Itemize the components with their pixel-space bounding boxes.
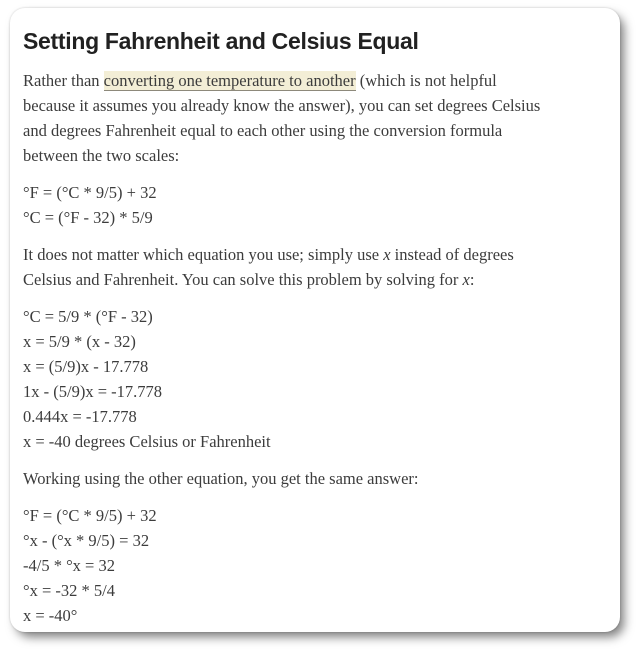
equation-line: °C = 5/9 * (°F - 32) [23, 307, 153, 326]
intro-paragraph [23, 68, 606, 168]
equation-line: x = -40 degrees Celsius or Fahrenheit [23, 432, 271, 451]
equation-line: 0.444x = -17.778 [23, 407, 137, 426]
equation-line: x = 5/9 * (x - 32) [23, 332, 136, 351]
equation-line: 1x - (5/9)x = -17.778 [23, 382, 162, 401]
equation-line: x = -40° [23, 606, 78, 625]
paragraph-line: Working using the other equation, you get the same answer: [23, 469, 419, 488]
paragraph-line [23, 267, 606, 292]
temperature-conversion-link[interactable]: converting one temperature to another [103, 71, 356, 90]
conversion-formulas [23, 180, 606, 230]
text-segment: (which is not helpful [355, 71, 497, 90]
text-segment: It does not matter which equation you use; simply use [23, 245, 384, 264]
equation-line: °F = (°C * 9/5) + 32 [23, 183, 157, 202]
paragraph-line: between the two scales: [23, 146, 180, 165]
variable-x: x [462, 270, 470, 289]
solve-paragraph [23, 242, 606, 292]
text-segment: instead of degrees [390, 245, 514, 264]
equation-line: °C = (°F - 32) * 5/9 [23, 208, 153, 227]
equation-line: x = (5/9)x - 17.778 [23, 357, 149, 376]
text-segment: Celsius and Fahrenheit. You can solve this problem by solving for [23, 270, 463, 289]
paragraph-line [23, 68, 606, 93]
other-equation-paragraph [23, 466, 606, 491]
equation-line: °F = (°C * 9/5) + 32 [23, 506, 157, 525]
paragraph-line: because it assumes you already know the answer), you can set degrees Celsius [23, 96, 541, 115]
equation-line: °x = -32 * 5/4 [23, 581, 115, 600]
paragraph-line: and degrees Fahrenheit equal to each other using the conversion formula [23, 121, 503, 140]
solution-steps-celsius-equation [23, 304, 606, 454]
text-segment: Rather than [23, 71, 104, 90]
article-card [10, 8, 620, 632]
solution-steps-fahrenheit-equation [23, 503, 606, 628]
equation-line: -4/5 * °x = 32 [23, 556, 115, 575]
paragraph-line [23, 242, 606, 267]
article-title: Setting Fahrenheit and Celsius Equal [23, 28, 419, 54]
variable-x: x [383, 245, 391, 264]
text-segment: : [469, 270, 475, 289]
equation-line: °x - (°x * 9/5) = 32 [23, 531, 150, 550]
